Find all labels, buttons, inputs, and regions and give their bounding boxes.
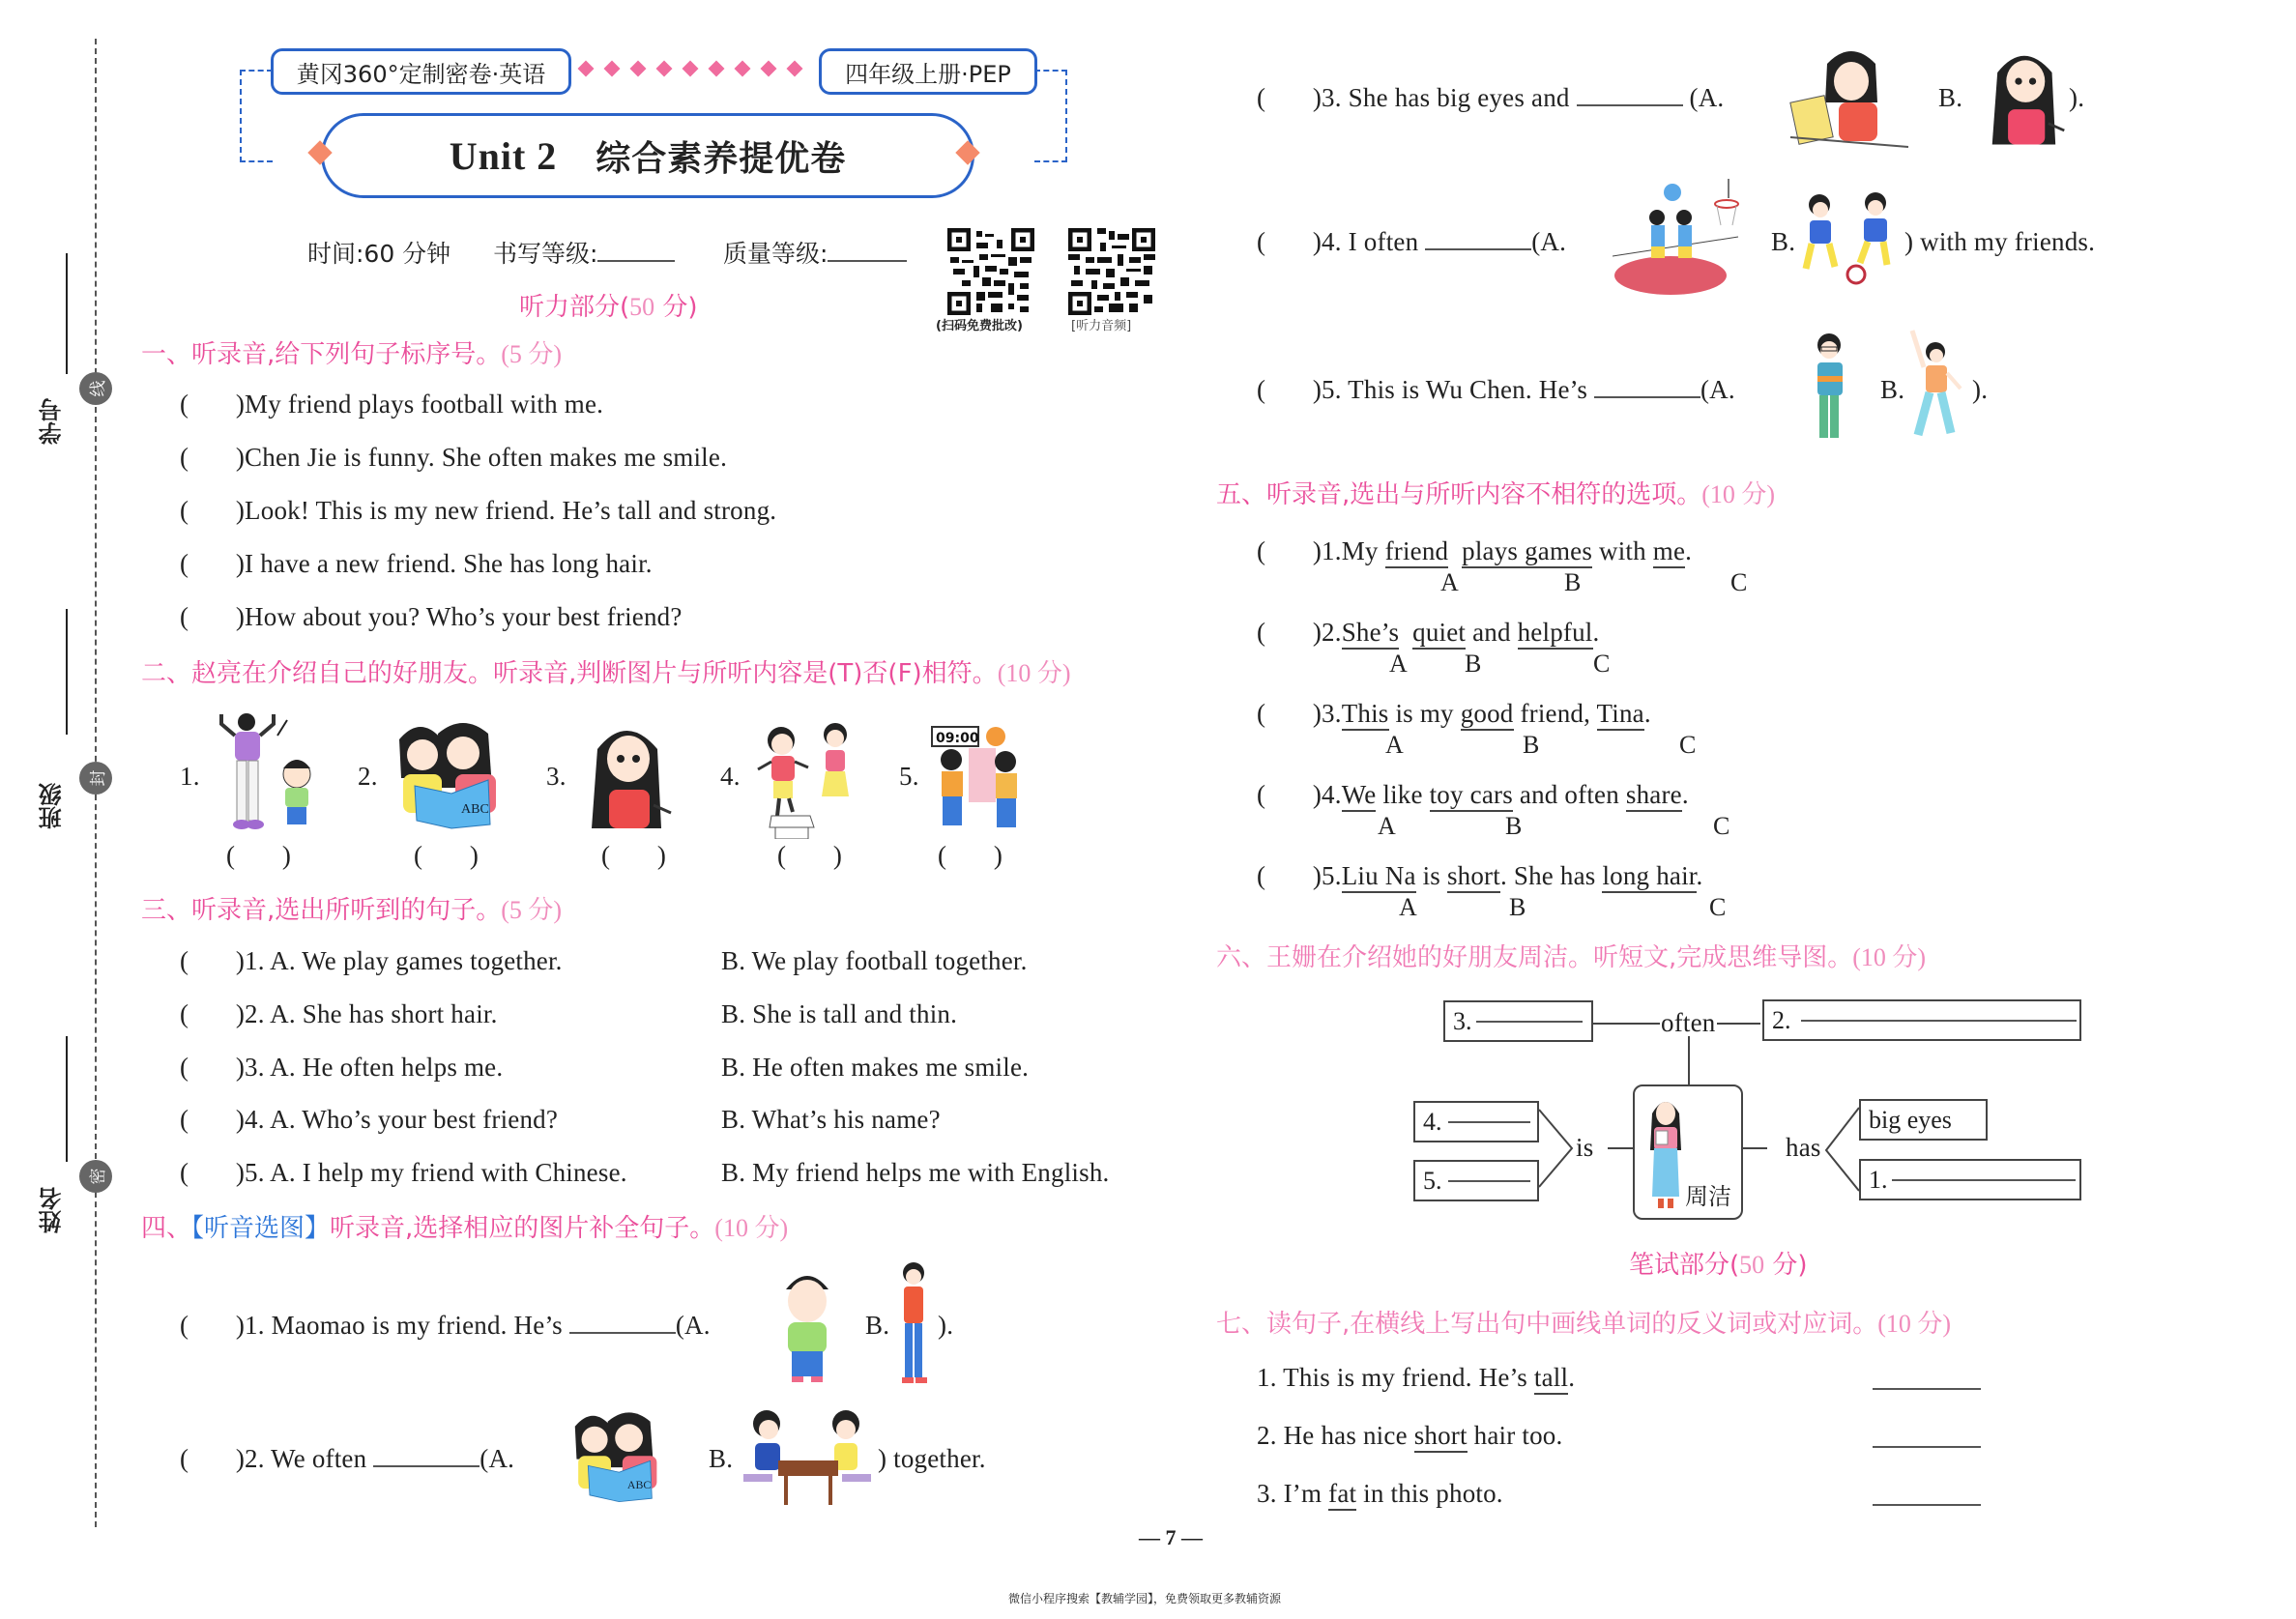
- name-blank: [66, 1036, 68, 1162]
- option-letter-a: A: [1385, 731, 1404, 759]
- option-b-label: B.: [865, 1311, 890, 1340]
- is-bracket: [1537, 1102, 1576, 1189]
- answer-slot[interactable]: ( ): [1257, 83, 1322, 112]
- listen-choose-picture-tag: 【听音选图】: [191, 1214, 331, 1243]
- mind-map-box-4[interactable]: 4.: [1413, 1101, 1539, 1142]
- strong-man-and-boy-illustration: [208, 710, 334, 836]
- listening-part-label: 听力部分(50 分): [519, 293, 698, 322]
- option-letter-c: C: [1730, 568, 1748, 596]
- list-item: ( )3. She has big eyes and (A.: [1257, 83, 1725, 112]
- tf-answer-slot[interactable]: ( ): [414, 841, 480, 870]
- option-b-label: B.: [1880, 375, 1905, 404]
- girls-hopscotch-illustration: [752, 723, 868, 839]
- list-item: ( )4.We like toy cars and often share.: [1257, 780, 1689, 810]
- answer-slot[interactable]: ( ): [180, 1311, 246, 1340]
- answer-slot[interactable]: ( ): [180, 1444, 246, 1473]
- option-letter-c: C: [1679, 731, 1697, 759]
- list-item: ( )5.Liu Na is short. She has long hair.: [1257, 861, 1702, 891]
- list-item: ( )My friend plays football with me.: [180, 390, 604, 419]
- writing-grade-blank[interactable]: [597, 259, 675, 262]
- fill-blank[interactable]: [373, 1464, 480, 1467]
- quality-grade: 质量等级:: [723, 235, 907, 270]
- mind-map-box-5[interactable]: 5.: [1413, 1160, 1539, 1201]
- grade-label: 四年级上册·PEP: [819, 48, 1037, 95]
- fill-blank[interactable]: [569, 1331, 676, 1334]
- section-3-heading: 三、听录音,选出所听到的句子。(5 分): [141, 896, 563, 925]
- series-label: 黄冈360°定制密卷·英语: [271, 48, 571, 95]
- option-letter-b: B: [1509, 893, 1526, 921]
- list-item: ( )Chen Jie is funny. She often makes me smile.: [180, 443, 728, 472]
- picture-number: 2.: [358, 762, 378, 791]
- qr-code-grading[interactable]: [947, 228, 1034, 315]
- option-letter-b: B: [1505, 812, 1523, 840]
- option-b-label: B.: [709, 1444, 734, 1473]
- closing-text: ).: [2069, 83, 2085, 112]
- long-hair-girl-illustration: [578, 720, 684, 831]
- mind-map-box-2[interactable]: 2.: [1762, 999, 2081, 1041]
- option-b: B. My friend helps me with English.: [721, 1158, 1110, 1187]
- option-letter-b: B: [1523, 731, 1540, 759]
- list-item: ( )I have a new friend. She has long hair.: [180, 549, 653, 578]
- boy-with-glasses-illustration: [1808, 333, 1856, 442]
- class-blank: [66, 609, 68, 735]
- option-b: B. What’s his name?: [721, 1105, 941, 1134]
- option-letter-c: C: [1713, 812, 1730, 840]
- list-item: 3. I’m fat in this photo.: [1257, 1479, 1503, 1509]
- option-letter-b: B: [1465, 650, 1482, 678]
- answer-slot[interactable]: ( ): [1257, 699, 1322, 728]
- svg-text:09:00: 09:00: [936, 731, 979, 746]
- option-letter-b: B: [1564, 568, 1582, 596]
- list-item: ( )5. A. I help my friend with Chinese.: [180, 1158, 627, 1187]
- qr-icon: [1068, 228, 1155, 315]
- is-label: is: [1576, 1133, 1594, 1162]
- connector: [1717, 1023, 1760, 1025]
- section-4-heading: 四、【听音选图】听录音,选择相应的图片补全句子。(10 分): [141, 1214, 789, 1243]
- tf-answer-slot[interactable]: ( ): [777, 841, 843, 870]
- list-item: ( )2. A. She has short hair.: [180, 999, 498, 1028]
- often-label: often: [1661, 1008, 1716, 1037]
- footer-note: 微信小程序搜索【教辅学园】，免费领取更多教辅资源: [1008, 1592, 1282, 1605]
- closing-text: ).: [938, 1311, 954, 1340]
- children-playing-chess-illustration: [740, 1406, 875, 1508]
- girls-reading-book-illustration: [568, 1406, 675, 1508]
- answer-slot[interactable]: ( ): [180, 549, 246, 578]
- closing-text: ).: [1972, 375, 1989, 404]
- fill-blank[interactable]: [1425, 247, 1531, 250]
- picture-number: 1.: [180, 762, 200, 791]
- section-1-heading: 一、听录音,给下列句子标序号。(5 分): [141, 340, 563, 369]
- answer-slot[interactable]: ( ): [180, 1053, 246, 1082]
- qr-caption-grading: (扫码免费批改): [936, 319, 1023, 333]
- list-item: ( )Look! This is my new friend. He’s tall and strong.: [180, 496, 777, 525]
- list-item: ( )4. I often (A.: [1257, 227, 1567, 256]
- section-2-heading: 二、赵亮在介绍自己的好朋友。听录音,判断图片与所听内容是(T)否(F)相符。(10 分): [141, 659, 1071, 688]
- answer-slot[interactable]: ( ): [1257, 375, 1322, 404]
- center-card: [1633, 1084, 1743, 1220]
- option-letter-c: C: [1709, 893, 1727, 921]
- option-b: B. He often makes me smile.: [721, 1053, 1030, 1082]
- quality-grade-blank[interactable]: [828, 259, 907, 262]
- exam-title: 综合素养提优卷: [596, 138, 847, 179]
- basketball-illustration: [1613, 179, 1748, 300]
- answer-slot[interactable]: ( ): [1257, 618, 1322, 647]
- list-item: ( )1.My friend plays games with me.: [1257, 536, 1692, 566]
- tf-answer-slot[interactable]: ( ): [601, 841, 667, 870]
- title-pill: [321, 113, 974, 198]
- list-item: ( )2.She’s quiet and helpful.: [1257, 618, 1599, 648]
- girls-reading-book-illustration: [392, 720, 517, 831]
- answer-slot[interactable]: ( ): [180, 443, 246, 472]
- option-b-label: B.: [1938, 83, 1963, 112]
- list-item: ( )5. This is Wu Chen. He’s (A.: [1257, 375, 1735, 404]
- list-item: ( )4. A. Who’s your best friend?: [180, 1105, 559, 1134]
- header-frame-left: [240, 70, 273, 162]
- tf-answer-slot[interactable]: ( ): [938, 841, 1003, 870]
- student-id-blank: [66, 253, 68, 374]
- has-bracket: [1822, 1102, 1861, 1194]
- writing-part-label: 笔试部分(50 分): [1629, 1251, 1808, 1280]
- center-name: 周洁: [1685, 1183, 1731, 1210]
- list-item: ( )How about you? Who’s your best friend?: [180, 602, 683, 631]
- closing-text: ) with my friends.: [1904, 227, 2096, 256]
- unit-title: Unit 2: [449, 133, 558, 178]
- tf-answer-slot[interactable]: ( ): [226, 841, 292, 870]
- answer-slot[interactable]: ( ): [180, 1158, 246, 1187]
- option-b: B. We play football together.: [721, 946, 1028, 975]
- option-letter-a: A: [1378, 812, 1396, 840]
- header-frame-right: [1034, 70, 1067, 162]
- picture-number: 5.: [899, 762, 919, 791]
- list-item: ( )3.This is my good friend, Tina.: [1257, 699, 1651, 729]
- answer-slot[interactable]: ( ): [1257, 861, 1322, 890]
- option-letter-c: C: [1593, 650, 1611, 678]
- answer-slot[interactable]: ( ): [1257, 536, 1322, 565]
- girl-reading-magazine-illustration: [1788, 44, 1914, 151]
- page-number: — 7 —: [1139, 1525, 1203, 1549]
- time-limit: 时间:60 分钟: [307, 240, 451, 268]
- has-label: has: [1786, 1133, 1821, 1162]
- short-boy-illustration: [778, 1266, 836, 1387]
- list-item: ( )1. A. We play games together.: [180, 946, 563, 975]
- svg-text:ABC: ABC: [626, 1478, 652, 1492]
- answer-blank[interactable]: [1873, 1504, 1981, 1506]
- list-item: ( )3. A. He often helps me.: [180, 1053, 504, 1082]
- picture-number: 3.: [546, 762, 567, 791]
- fill-blank[interactable]: [1594, 395, 1700, 398]
- long-hair-girl-illustration: [1980, 44, 2077, 149]
- list-item: 2. He has nice short hair too.: [1257, 1421, 1562, 1451]
- option-letter-a: A: [1399, 893, 1417, 921]
- mind-map-box-given: big eyes: [1859, 1099, 1988, 1141]
- answer-slot[interactable]: ( ): [180, 602, 246, 631]
- answer-slot[interactable]: ( ): [180, 946, 246, 975]
- answer-slot[interactable]: ( ): [180, 1105, 246, 1134]
- option-b-label: B.: [1771, 227, 1796, 256]
- student-id-label: 学号: [39, 398, 66, 445]
- option-b: B. She is tall and thin.: [721, 999, 958, 1028]
- qr-code-audio[interactable]: [1068, 228, 1155, 315]
- answer-slot[interactable]: ( ): [180, 390, 246, 419]
- active-boy-illustration: [1906, 329, 1964, 447]
- section-6-heading: 六、王姗在介绍她的好朋友周洁。听短文,完成思维导图。(10 分): [1216, 943, 1927, 972]
- football-illustration: [1800, 191, 1906, 288]
- connector: [1608, 1147, 1635, 1149]
- svg-text:ABC: ABC: [461, 802, 489, 817]
- answer-blank[interactable]: [1873, 1446, 1981, 1448]
- option-letter-a: A: [1440, 568, 1459, 596]
- answer-blank[interactable]: [1873, 1388, 1981, 1390]
- tall-boy-illustration: [894, 1261, 933, 1387]
- list-item: ( )1. Maomao is my friend. He’s (A.: [180, 1311, 711, 1340]
- section-7-heading: 七、读句子,在横线上写出句中画线单词的反义词或对应词。(10 分): [1216, 1310, 1952, 1339]
- list-item: 1. This is my friend. He’s tall.: [1257, 1363, 1575, 1393]
- list-item: ( )2. We often (A.: [180, 1444, 515, 1473]
- connector: [1688, 1036, 1690, 1086]
- answer-slot[interactable]: ( ): [180, 496, 246, 525]
- fill-blank[interactable]: [1577, 103, 1683, 106]
- answer-slot[interactable]: ( ): [1257, 780, 1322, 809]
- answer-slot[interactable]: ( ): [180, 999, 246, 1028]
- section-5-heading: 五、听录音,选出与所听内容不相符的选项。(10 分): [1216, 480, 1776, 509]
- qr-caption-audio: [听力音频]: [1071, 319, 1132, 333]
- class-label: 班级: [39, 783, 66, 829]
- children-at-nine-illustration: [930, 723, 1036, 837]
- closing-text: ) together.: [878, 1444, 986, 1473]
- mind-map-box-3[interactable]: 3.: [1443, 1000, 1593, 1042]
- seal-line-icon: 线: [79, 372, 112, 405]
- picture-number: 4.: [720, 762, 741, 791]
- answer-slot[interactable]: ( ): [1257, 227, 1322, 256]
- seal-seal-icon: 封: [79, 762, 112, 795]
- seal-secret-icon: 密: [79, 1160, 112, 1193]
- writing-grade: 书写等级:: [493, 235, 675, 270]
- mind-map-box-1[interactable]: 1.: [1859, 1159, 2081, 1200]
- connector: [1592, 1023, 1660, 1025]
- option-letter-a: A: [1389, 650, 1408, 678]
- zhou-jie-illustration: [1646, 1092, 1685, 1212]
- name-label: 姓名: [39, 1187, 66, 1233]
- qr-icon: [947, 228, 1034, 315]
